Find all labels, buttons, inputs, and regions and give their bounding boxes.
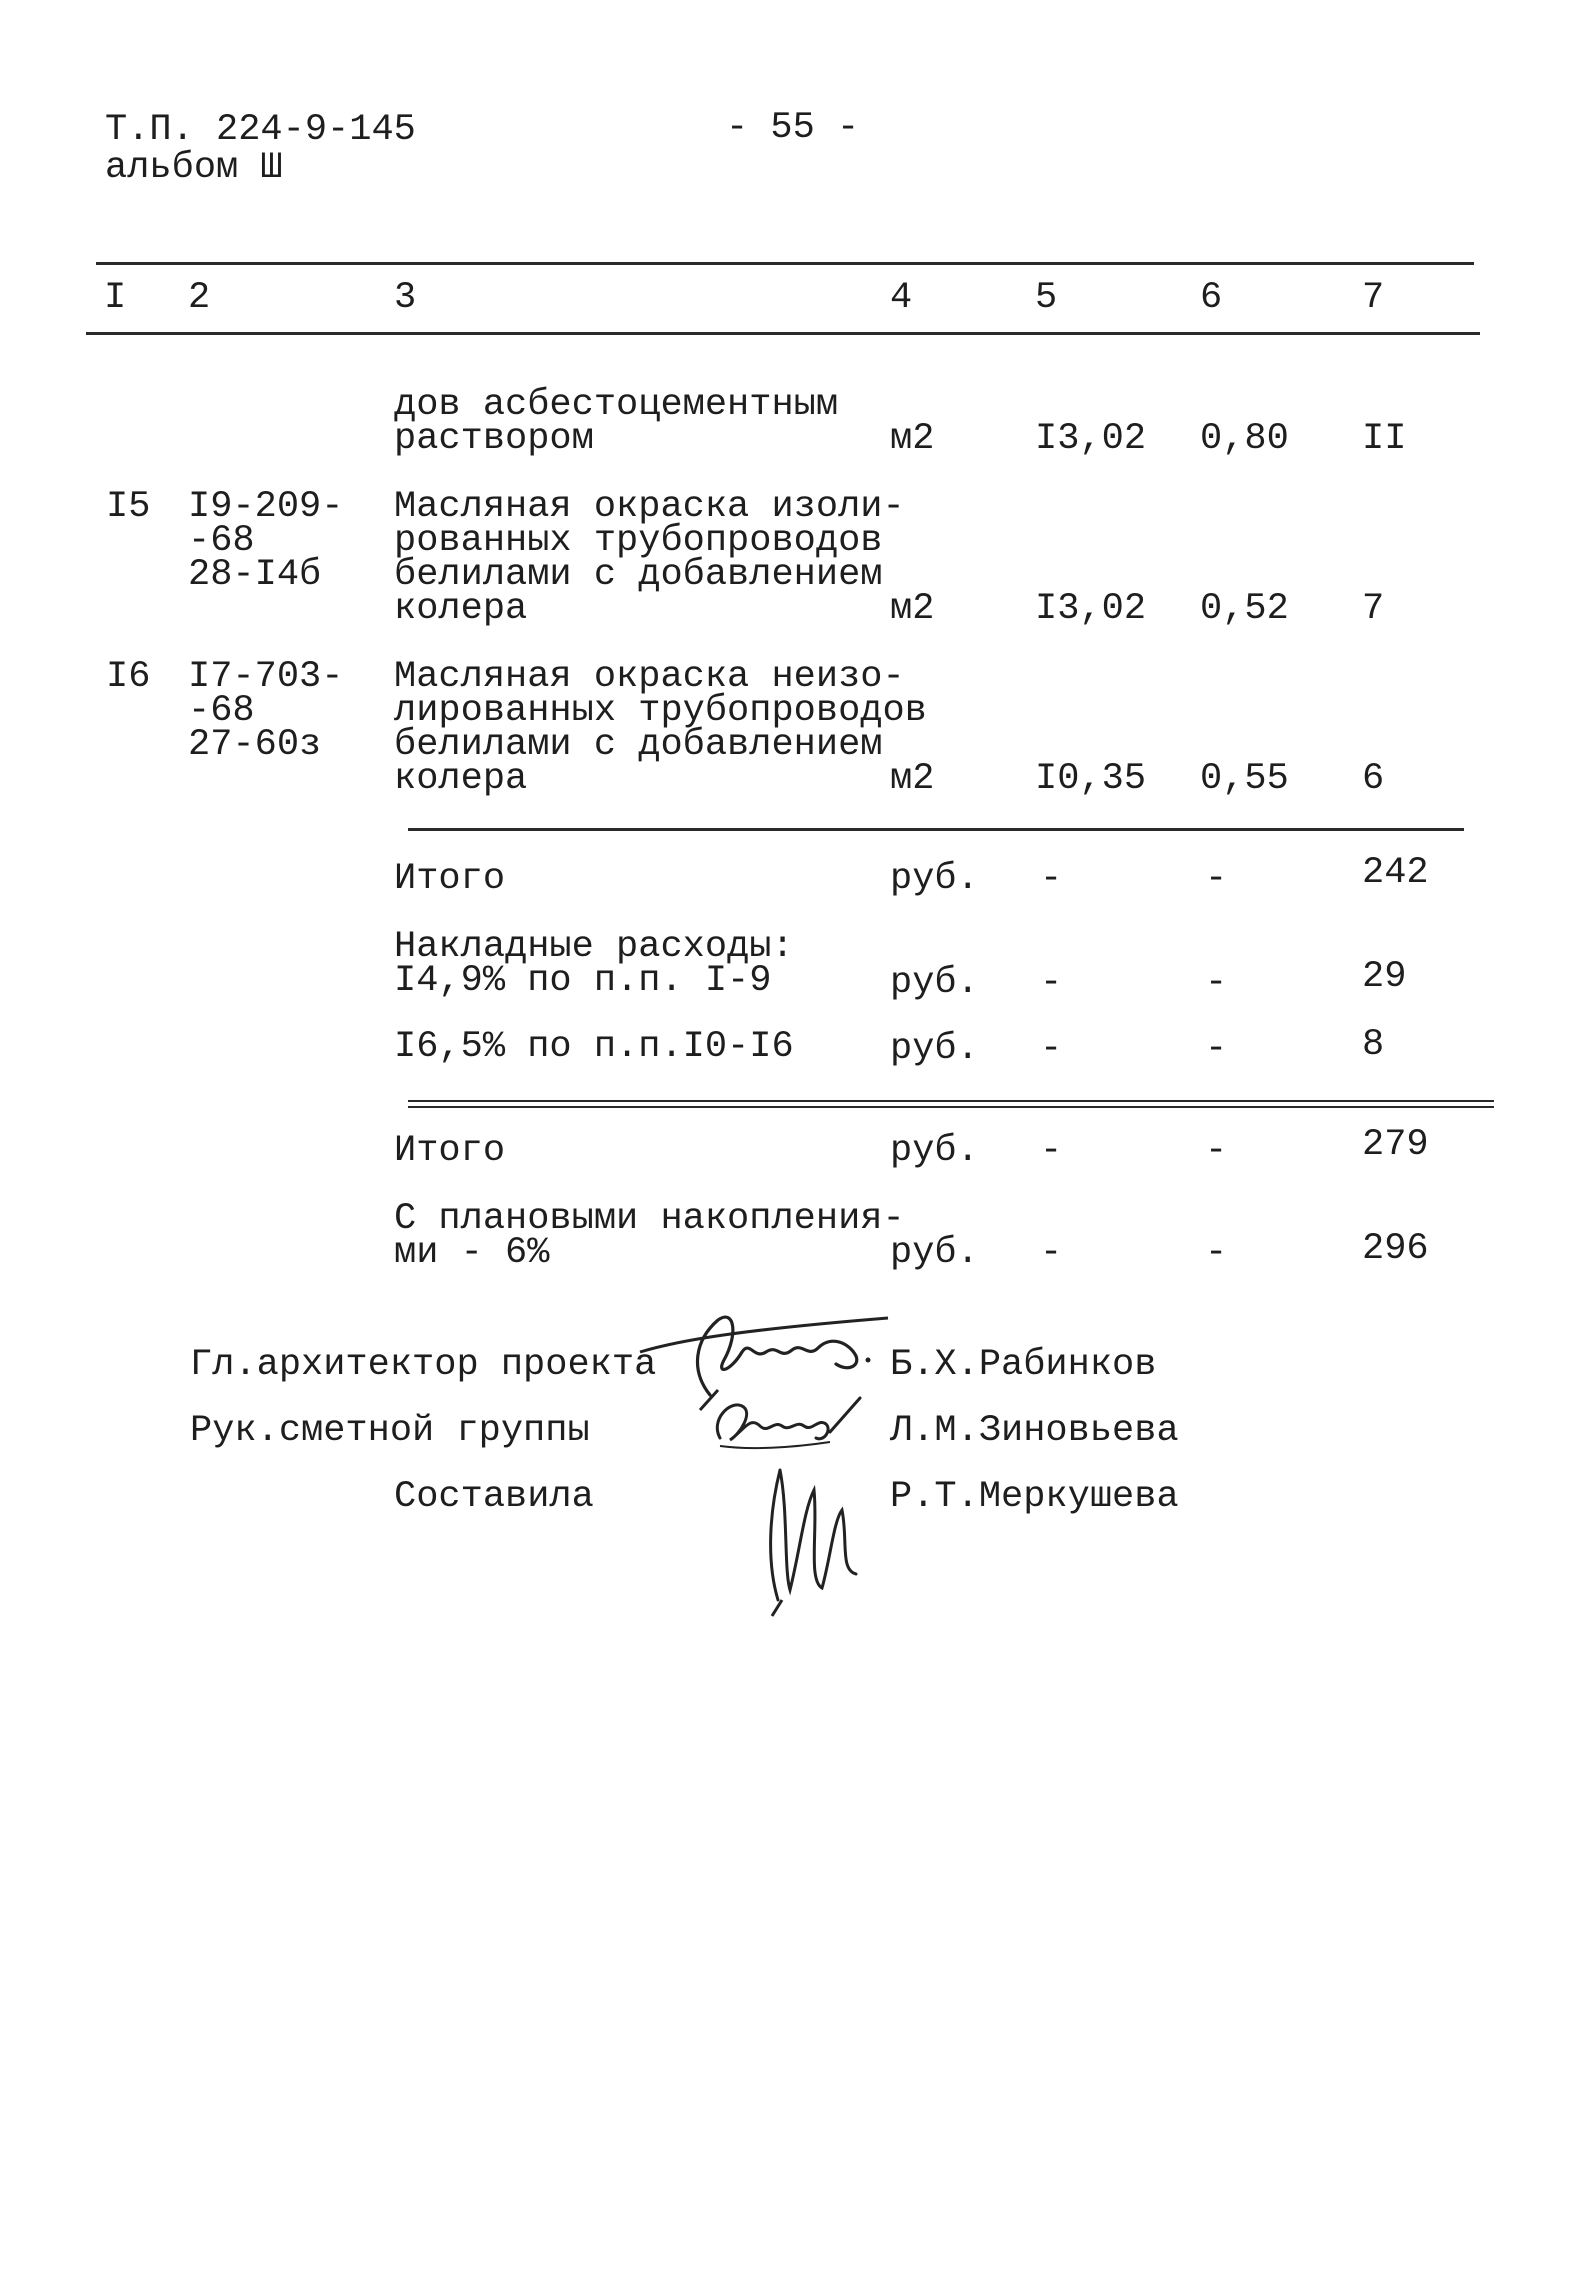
summary-price: -	[1205, 1232, 1228, 1274]
row-description-line: Масляная окраска неизо-	[394, 656, 905, 698]
row-description-line: колера	[394, 588, 528, 630]
row-description-line: рованных трубопроводов	[394, 520, 883, 562]
summary-label: Накладные расходы:	[394, 926, 794, 968]
summary-label: I4,9% по п.п. I-9	[394, 960, 772, 1002]
summary-price: -	[1205, 962, 1228, 1004]
summary-total: 279	[1362, 1124, 1429, 1166]
row-unit: м2	[890, 758, 935, 800]
summary-unit: руб.	[890, 1028, 979, 1070]
row-description-line: Масляная окраска изоли-	[394, 486, 905, 528]
document-code: Т.П. 224-9-145	[105, 109, 416, 151]
row-total: 7	[1362, 588, 1385, 630]
row-description-line: раствором	[394, 418, 594, 460]
signature-name: Л.М.Зиновьева	[890, 1410, 1179, 1452]
summary-quantity: -	[1040, 858, 1063, 900]
summary-price: -	[1205, 858, 1228, 900]
row-quantity: I3,02	[1035, 418, 1147, 460]
summary-unit: руб.	[890, 1232, 979, 1274]
column-header-5: 5	[1035, 277, 1058, 319]
page-number: - 55 -	[726, 107, 860, 149]
column-header-6: 6	[1200, 277, 1223, 319]
column-header-4: 4	[890, 277, 913, 319]
summary-quantity: -	[1040, 1130, 1063, 1172]
summary-label: Итого	[394, 858, 506, 900]
signature-name: Р.Т.Меркушева	[890, 1476, 1179, 1518]
row-code-line: I7-703-	[188, 656, 344, 698]
summary-unit: руб.	[890, 1130, 979, 1172]
table-top-rule	[96, 262, 1474, 265]
signature-name: Б.Х.Рабинков	[890, 1344, 1157, 1386]
row-description-line: белилами с добавлением	[394, 724, 883, 766]
total-double-rule-top	[408, 1100, 1494, 1102]
handwritten-signature-2	[700, 1380, 870, 1460]
column-header-7: 7	[1362, 277, 1385, 319]
row-description-line: лированных трубопроводов	[394, 690, 927, 732]
summary-total: 242	[1362, 852, 1429, 894]
summary-price: -	[1205, 1130, 1228, 1172]
summary-total: 29	[1362, 956, 1407, 998]
row-code-line: 28-I4б	[188, 554, 322, 596]
row-description-line: дов асбестоцементным	[394, 384, 839, 426]
row-number: I5	[106, 486, 151, 528]
column-header-2: 2	[188, 277, 211, 319]
total-double-rule-bottom	[408, 1106, 1494, 1108]
summary-quantity: -	[1040, 1028, 1063, 1070]
summary-label: С плановыми накопления-	[394, 1198, 905, 1240]
row-number: I6	[106, 656, 151, 698]
row-description-line: колера	[394, 758, 528, 800]
row-price: 0,52	[1200, 588, 1289, 630]
summary-price: -	[1205, 1028, 1228, 1070]
row-code-line: -68	[188, 690, 255, 732]
summary-total: 296	[1362, 1228, 1429, 1270]
row-unit: м2	[890, 418, 935, 460]
subtotal-rule	[408, 828, 1464, 831]
signature-role: Рук.сметной группы	[190, 1410, 590, 1452]
summary-total: 8	[1362, 1024, 1385, 1066]
album-label: альбом Ш	[105, 147, 283, 189]
column-header-1: I	[104, 277, 127, 319]
signature-role: Гл.архитектор проекта	[190, 1344, 657, 1386]
summary-label: ми - 6%	[394, 1232, 550, 1274]
row-quantity: I0,35	[1035, 758, 1147, 800]
summary-quantity: -	[1040, 1232, 1063, 1274]
row-description-line: белилами с добавлением	[394, 554, 883, 596]
column-header-3: 3	[394, 277, 417, 319]
signature-role: Составила	[394, 1476, 594, 1518]
handwritten-signature-3	[730, 1450, 870, 1620]
row-quantity: I3,02	[1035, 588, 1147, 630]
summary-quantity: -	[1040, 962, 1063, 1004]
summary-label: I6,5% по п.п.I0-I6	[394, 1026, 794, 1068]
table-header-rule	[86, 332, 1480, 335]
summary-unit: руб.	[890, 858, 979, 900]
summary-label: Итого	[394, 1130, 506, 1172]
row-code-line: -68	[188, 520, 255, 562]
row-total: 6	[1362, 758, 1385, 800]
row-unit: м2	[890, 588, 935, 630]
row-price: 0,80	[1200, 418, 1289, 460]
row-total: II	[1362, 418, 1407, 460]
row-code-line: 27-60з	[188, 724, 322, 766]
summary-unit: руб.	[890, 962, 979, 1004]
row-code-line: I9-209-	[188, 486, 344, 528]
row-price: 0,55	[1200, 758, 1289, 800]
